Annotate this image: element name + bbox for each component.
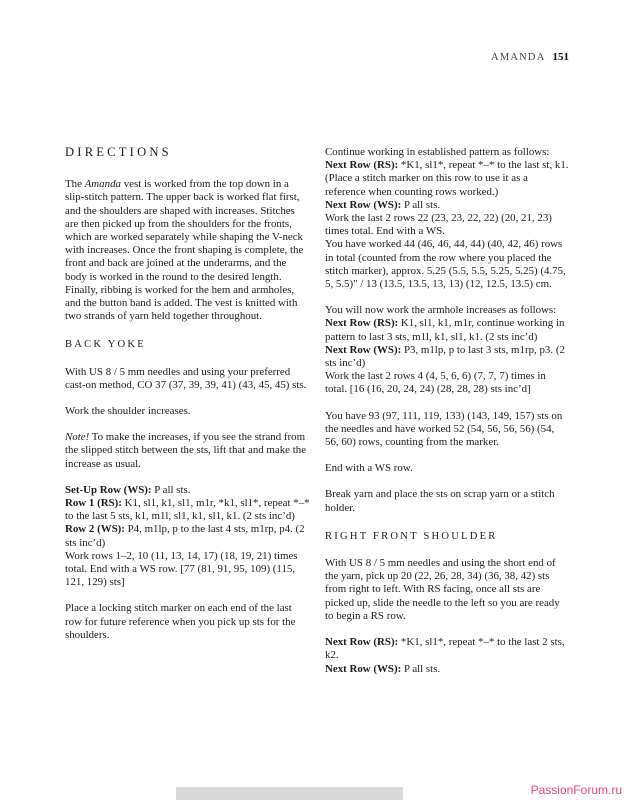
text-run: P3, m1lp, p to last 3 sts, m1rp, p3. (2 sts inc’d) [325,343,565,370]
text-run: K1, sl1, k1, sl1, m1r, *k1, sl1*, repeat *–* to the last 5 sts, k1, m1l, sl1, k1, sl1, k1. (2 sts inc’d) [65,497,310,523]
text-run: The [65,178,85,191]
paragraph [325,146,570,159]
text-run: Place a locking stitch marker on each end of the last row for future reference when you pick up sts for the shoulders. [65,602,296,641]
text-run: Break yarn and place the sts on scrap yarn or a stitch holder. [325,488,555,514]
text-run: *K1, sl1*, repeat *–* to the last st, k1. (Place a stitch marker on this row to use it as a reference when counting rows worked.) [325,159,569,198]
book-title: AMANDA [491,52,546,63]
text-run: P all sts. [151,483,191,496]
text-run: Note! [65,431,90,444]
text-run: Next Row (RS): [325,159,399,172]
text-run: Work the shoulder increases. [65,405,191,418]
paragraph [65,523,310,549]
paragraph [65,484,310,497]
text-run: To make the increases, if you see the strand from the slipped stitch between the sts, lift that and make the increase as usual. [65,431,307,470]
text-run: Next Row (WS): [325,343,402,356]
paragraph [65,550,310,590]
text-run: vest is worked from the top down in a slip-stitch pattern. The upper back is worked flat first, and the shoulders are shaped with increases. Stitches are then picked up from the shoulders for the fronts, which are worked separately while shaping the V-neck with increases. Once the front shaping is complete, the front and back are joined at the underarms, and the body is worked in the round to the desired length. Finally, ribbing is worked for the hem and armholes, and the button band is added. The vest is knitted with two strands of yarn held together throughout. [65,178,304,323]
paragraph [65,602,310,642]
text-run: K1, sl1, k1, m1r, continue working in pattern to last 3 sts, m1l, k1, sl1, k1. (2 sts inc’d) [325,317,565,343]
paragraph [325,317,570,343]
paragraph [325,488,570,514]
text-run: P all sts. [401,662,441,675]
paragraph [325,410,570,450]
text-run: P4, m1lp, p to the last 4 sts, m1rp, p4. (2 sts inc’d) [65,523,305,549]
section-heading: BACK YOKE [65,339,146,351]
paragraph [65,497,310,523]
text-run: Work the last 2 rows 22 (23, 23, 22, 22) (20, 21, 23) times total. End with a WS. [325,212,552,238]
section-heading: DIRECTIONS [65,145,172,159]
text-run: Work rows 1–2, 10 (11, 13, 14, 17) (18, 19, 21) times total. End with a WS row. [77 (81, 91, 95, 109) (115, 121, 129) sts] [65,549,298,589]
paragraph [65,366,310,392]
text-run: With US 8 / 5 mm needles and using your preferred cast-on method, CO 37 (37, 39, 39, 41) (43, 45, 45) sts. [65,365,307,391]
paragraph [65,178,310,323]
text-run: Row 2 (WS): [65,523,125,536]
text-run: Row 1 (RS): [65,497,122,510]
text-run: Next Row (RS): [325,317,399,330]
paragraph [325,199,570,212]
paragraph [325,212,570,238]
paragraph [325,663,570,676]
text-run: Next Row (RS): [325,636,399,649]
text-run: End with a WS row. [325,462,413,475]
paragraph [325,344,570,370]
paragraph [325,462,570,475]
text-run: You have worked 44 (46, 46, 44, 44) (40, 42, 46) rows in total (counted from the row where you placed the stitch marker), approx. 5.25 (5.5, 5.5, 5.25, 5.25) (4.75, 5, 5.5)" / 13 (13.5, 13.5, 13, 13) (12, 12.5, 13.5) cm. [325,238,566,291]
text-run: Amanda [84,178,121,191]
text-run: You have 93 (97, 111, 119, 133) (143, 149, 157) sts on the needles and have worked 52 (54, 56, 56, 56) (54, 56, 60) rows, counting from the marker. [325,409,563,449]
footer-bar [176,787,403,800]
text-columns [65,146,570,689]
text-run: With US 8 / 5 mm needles and using the short end of the yarn, pick up 20 (22, 26, 28, 34) (36, 38, 42) sts from right to left. With RS facing, once all sts are picked up, slide the needle to the left so you are ready to begin a RS row. [325,557,560,622]
text-run: P all sts. [401,198,441,211]
text-run: Set-Up Row (WS): [65,483,152,496]
text-run: You will now work the armhole increases as follows: [325,304,557,317]
paragraph [325,304,570,317]
paragraph [325,370,570,396]
right-column [325,146,570,689]
section-heading: RIGHT FRONT SHOULDER [325,530,498,542]
text-run: Work the last 2 rows 4 (4, 5, 6, 6) (7, 7, 7) times in total. [16 (16, 20, 24, 24) (28, 28, 28) sts inc’d] [325,370,546,396]
running-header [491,51,569,63]
text-run: *K1, sl1*, repeat *–* to the last 2 sts, k2. [325,636,565,662]
text-run: Continue working in established pattern as follows: [325,146,550,158]
paragraph [325,557,570,623]
watermark: PassionForum.ru [530,783,622,797]
paragraph [325,159,570,199]
page-number: 151 [552,51,569,63]
paragraph [65,431,310,471]
left-column [65,146,310,689]
paragraph [325,636,570,662]
paragraph [325,238,570,291]
text-run: Next Row (WS): [325,198,402,211]
text-run: Next Row (WS): [325,662,402,675]
paragraph [65,405,310,418]
